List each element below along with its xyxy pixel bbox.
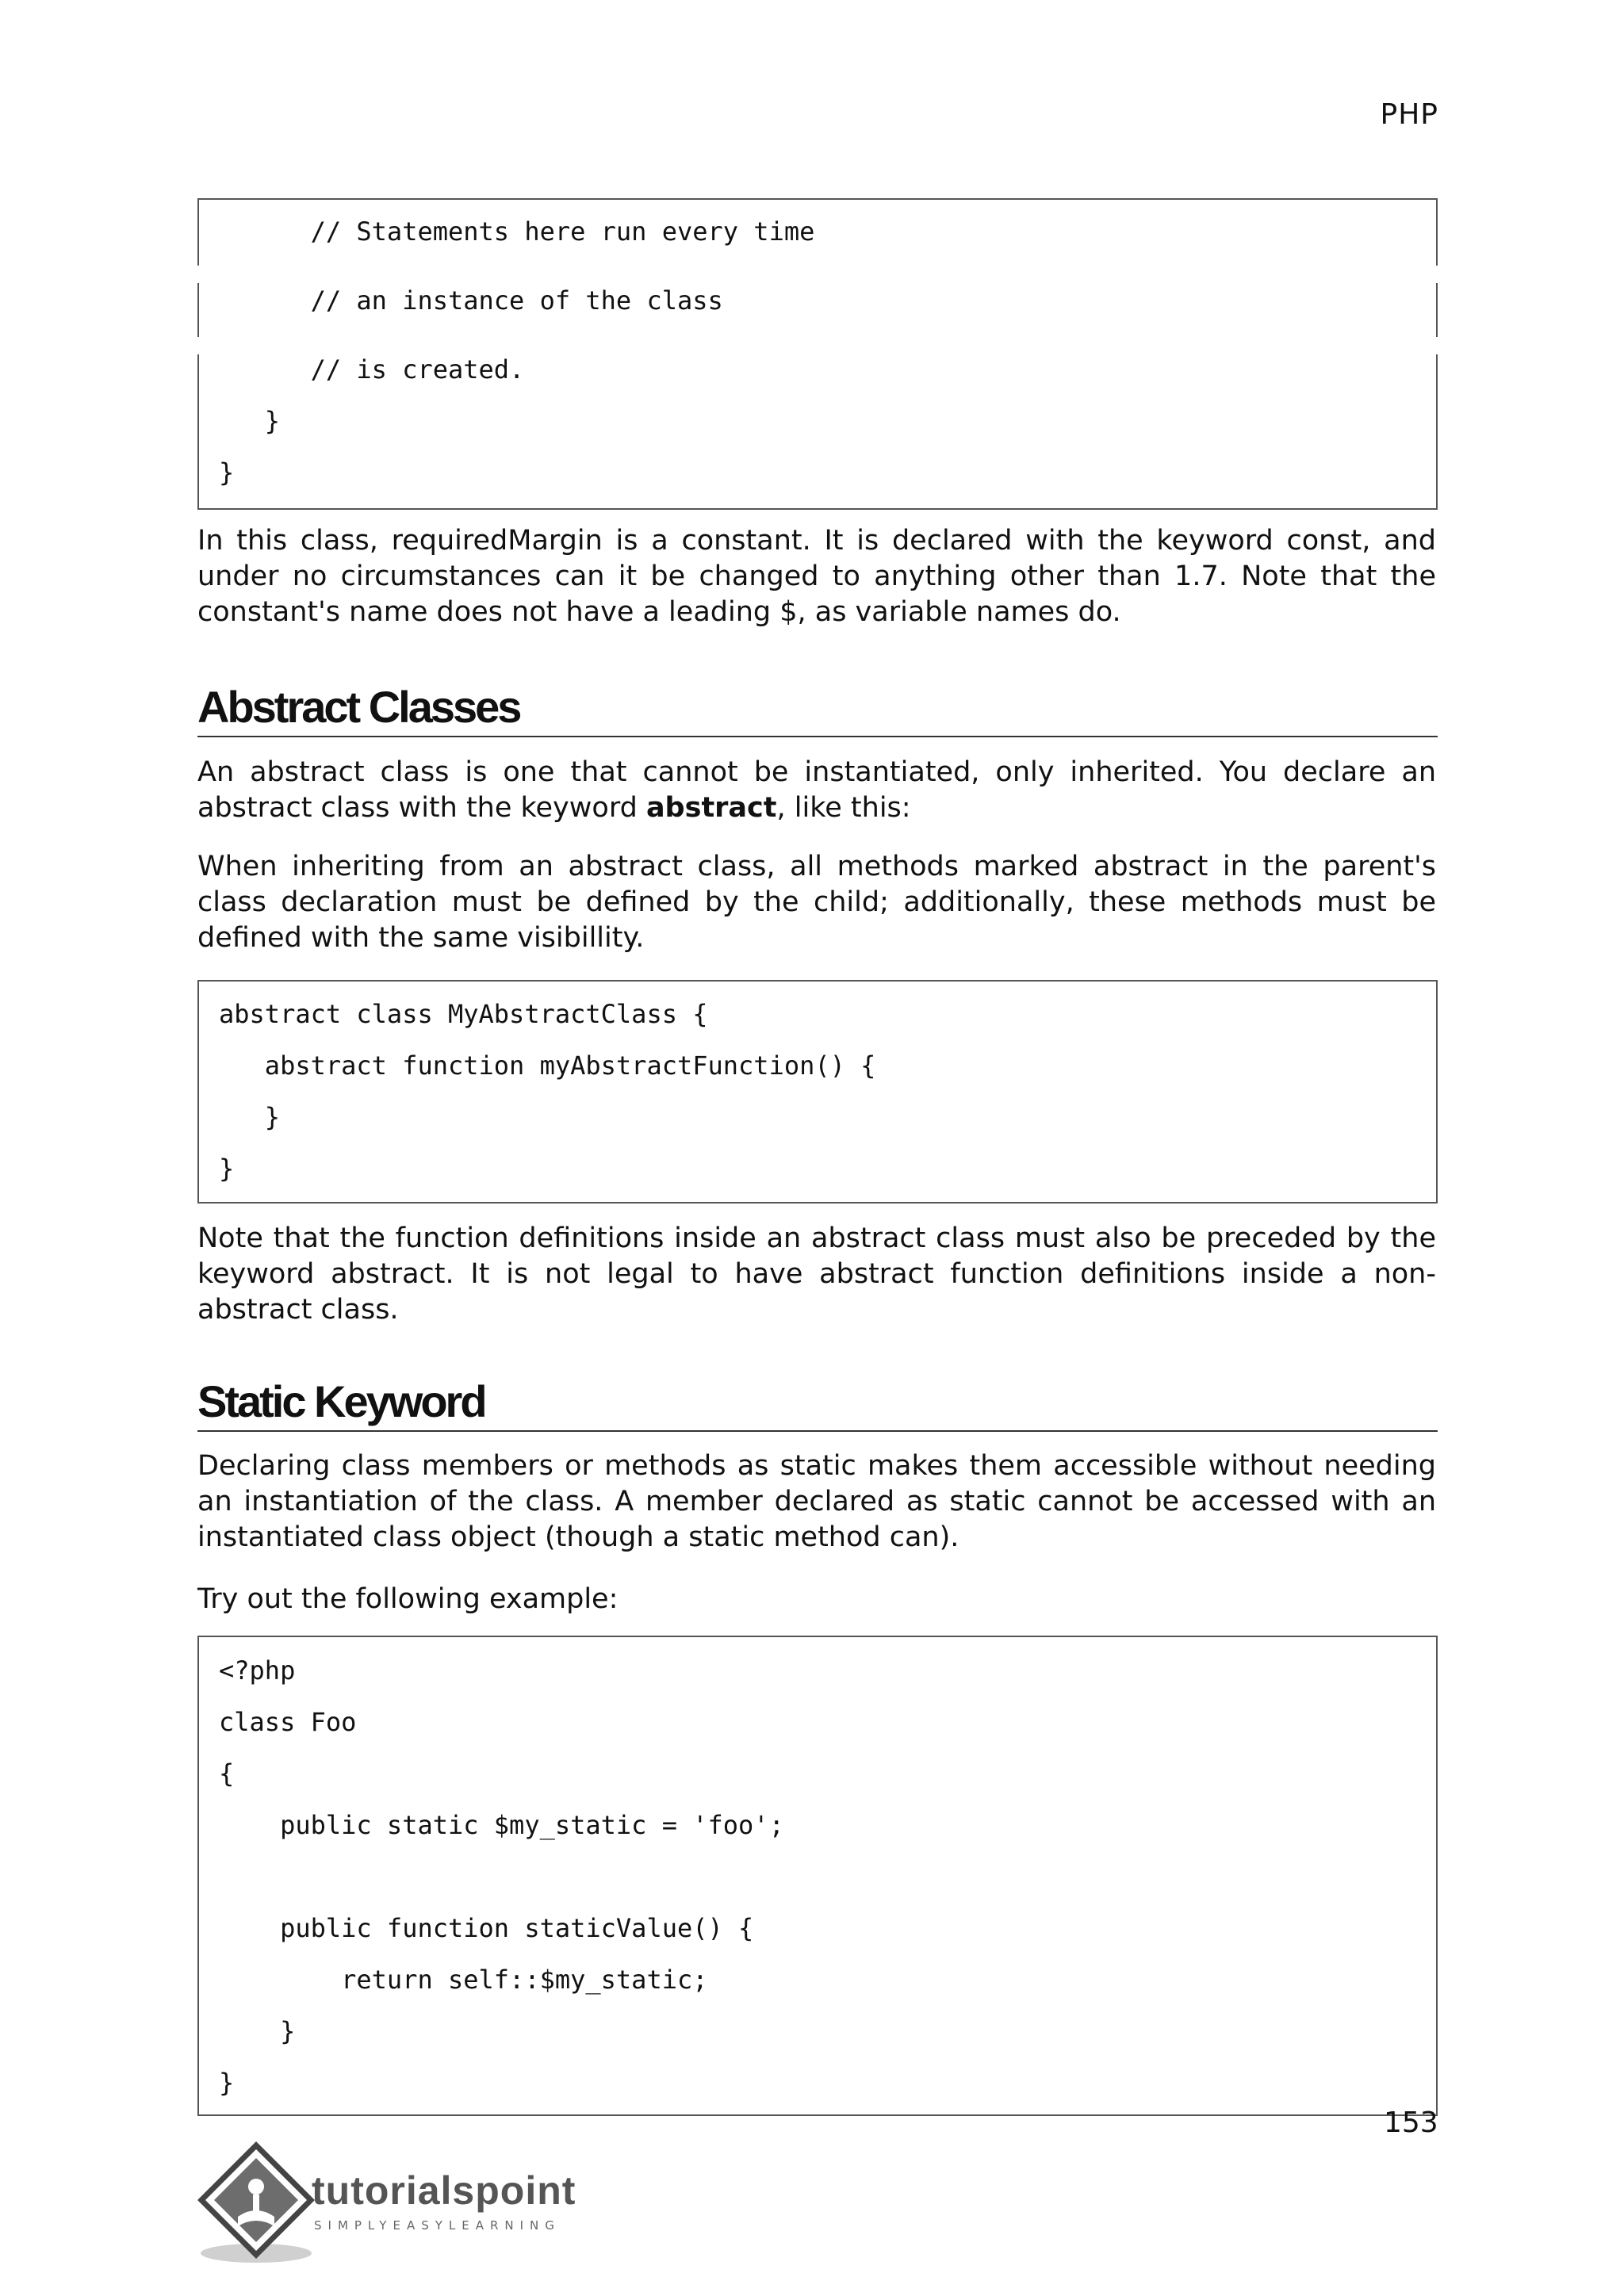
paragraph-constant: In this class, requiredMargin is a constant. It is declared with the keyword const, and under no circumstances can it be changed to anything other than 1.7. Note that the constant's name does not have a leading $, as variable names do. bbox=[197, 525, 1436, 628]
code-line: abstract class MyAbstractClass { bbox=[219, 999, 708, 1029]
intro-text-end: , like this: bbox=[776, 792, 911, 824]
code-line: return self::$my_static; bbox=[219, 1965, 708, 1995]
paragraph-abstract-inherit: When inheriting from an abstract class, all methods marked abstract in the parent's class declaration must be defined by the child; additionally, these methods must be defined with the same visibillity. bbox=[197, 851, 1436, 954]
code-line: } bbox=[219, 406, 281, 436]
code-line: // Statements here run every time bbox=[219, 216, 815, 247]
code-line: } bbox=[219, 1154, 235, 1184]
heading-static-keyword: Static Keyword bbox=[197, 1376, 1438, 1432]
code-line: } bbox=[219, 2016, 296, 2046]
code-line: abstract function myAbstractFunction() { bbox=[219, 1050, 876, 1081]
tutorialspoint-logo bbox=[197, 2141, 609, 2267]
code-line: } bbox=[219, 2068, 235, 2098]
paragraph-try-example: Try out the following example: bbox=[197, 1583, 619, 1615]
code-block-gap bbox=[193, 337, 1442, 354]
code-line: // is created. bbox=[219, 354, 525, 385]
code-line: class Foo bbox=[219, 1707, 357, 1737]
logo-wordmark: tutorialspoint bbox=[312, 2168, 576, 2213]
logo-tagline: SIMPLYEASYLEARNING bbox=[314, 2218, 561, 2233]
code-line: <?php bbox=[219, 1655, 296, 1686]
code-block-gap bbox=[193, 266, 1442, 283]
page-header-title: PHP bbox=[1380, 98, 1438, 131]
page-number: 153 bbox=[1384, 2107, 1438, 2139]
code-line: // an instance of the class bbox=[219, 285, 723, 316]
code-line: public function staticValue() { bbox=[219, 1913, 754, 1943]
code-line: { bbox=[219, 1758, 235, 1789]
keyword-abstract: abstract bbox=[645, 792, 777, 824]
code-line: } bbox=[219, 457, 235, 488]
paragraph-static: Declaring class members or methods as static makes them accessible without needing an instantiation of the class. A member declared as static cannot be accessed with an instantiated class object (though a static method can). bbox=[197, 1450, 1436, 1553]
code-line: } bbox=[219, 1102, 281, 1132]
code-line: public static $my_static = 'foo'; bbox=[219, 1810, 784, 1840]
code-block-static bbox=[197, 1636, 1438, 2116]
intro-text: An abstract class is one that cannot be instantiated, only inherited. You declare an abstract class with the keyword bbox=[197, 756, 1436, 824]
heading-abstract-classes: Abstract Classes bbox=[197, 682, 1438, 737]
logo-icon bbox=[197, 2141, 609, 2267]
paragraph-abstract-note: Note that the function definitions inside an abstract class must also be preceded by the keyword abstract. It is not legal to have abstract function definitions inside a non-abstract class. bbox=[197, 1223, 1436, 1326]
paragraph-abstract-intro bbox=[197, 755, 1436, 826]
